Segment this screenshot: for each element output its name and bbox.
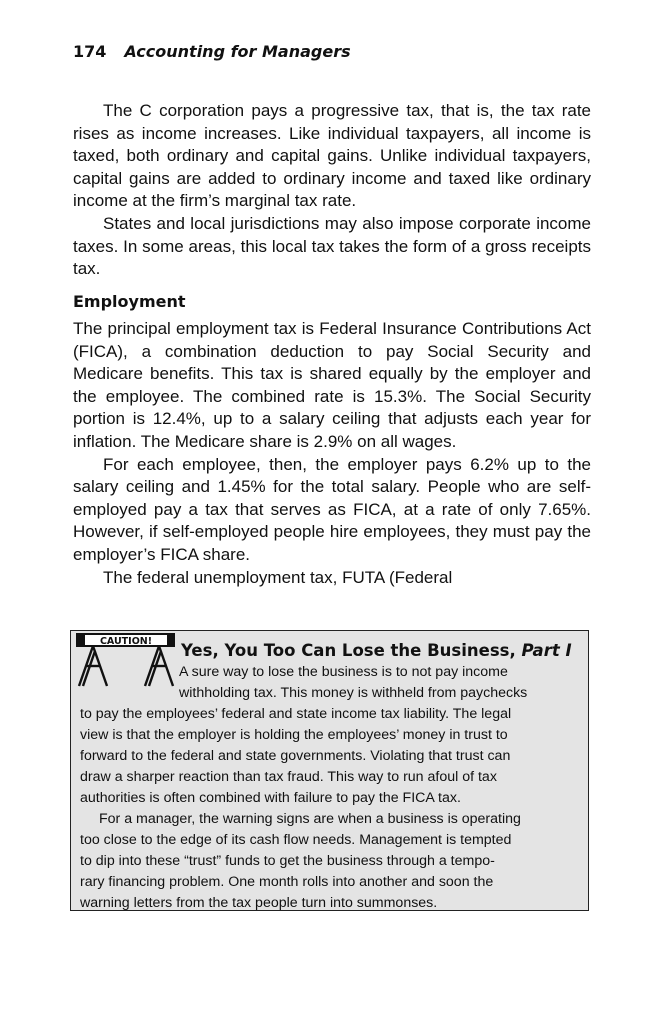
sidebar-line: forward to the federal and state governments. Violating that trust can xyxy=(80,748,511,764)
sidebar-title-main: Yes, You Too Can Lose the Business, xyxy=(181,641,516,660)
sidebar-title xyxy=(181,641,572,660)
employment-paragraph-3: The federal unemployment tax, FUTA (Federal xyxy=(103,567,453,587)
caution-label: CAUTION! xyxy=(99,636,153,647)
page-header xyxy=(73,42,351,61)
page-number: 174 xyxy=(73,42,107,61)
intro-paragraph-2: States and local jurisdictions may also impose corporate income taxes. In some areas, this local tax takes the form of a gross receipts tax. xyxy=(73,213,591,279)
intro-text xyxy=(73,100,591,281)
sidebar-line: too close to the edge of its cash flow needs. Management is tempted xyxy=(80,832,512,848)
caution-sidebar xyxy=(70,630,589,911)
sidebar-line: to dip into these “trust” funds to get the business through a tempo- xyxy=(80,853,495,869)
intro-paragraph-1: The C corporation pays a progressive tax, that is, the tax rate rises as income increases. Like individual taxpayers, all income is taxed, both ordinary and capital gains. Unlike individual taxpayers, capital gains are added to ordinary income and taxed like ordinary income at the firm’s marginal tax rate. xyxy=(73,101,591,211)
employment-text xyxy=(73,318,591,589)
sidebar-line: withholding tax. This money is withheld from paychecks xyxy=(179,685,528,701)
sidebar-line: rary financing problem. One month rolls into another and soon the xyxy=(80,874,494,890)
employment-paragraph-1: The principal employment tax is Federal Insurance Contributions Act (FICA), a combination deduction to pay Social Security and Medicare benefits. This tax is shared equally by the employer and the employee. The combined rate is 15.3%. The Social Security portion is 12.4%, up to a salary ceiling that adjusts each year for inflation. The Medicare share is 2.9% on all wages. xyxy=(73,319,591,451)
employment-paragraph-2: For each employee, then, the employer pays 6.2% up to the salary ceiling and 1.45% for the total salary. People who are self-employed pay a tax that serves as FICA, at a rate of only 7.65%. However, if self-employed people hire employees, they must pay the employer’s FICA share. xyxy=(73,454,591,564)
sidebar-title-part: Part I xyxy=(521,641,572,660)
running-title: Accounting for Managers xyxy=(124,42,351,61)
sidebar-line: to pay the employees’ federal and state income tax liability. The legal xyxy=(80,706,512,722)
sidebar-line: For a manager, the warning signs are when a business is operating xyxy=(99,811,521,827)
sidebar-line: view is that the employer is holding the employees’ money in trust to xyxy=(80,727,508,743)
caution-sign-icon xyxy=(75,631,175,689)
sidebar-line: A sure way to lose the business is to not pay income xyxy=(179,664,508,680)
sidebar-line: authorities is often combined with failure to pay the FICA tax. xyxy=(80,790,461,806)
sidebar-line: warning letters from the tax people turn into summonses. xyxy=(80,895,438,911)
section-heading: Employment xyxy=(73,292,186,311)
sidebar-line: draw a sharper reaction than tax fraud. This way to run afoul of tax xyxy=(80,769,497,785)
